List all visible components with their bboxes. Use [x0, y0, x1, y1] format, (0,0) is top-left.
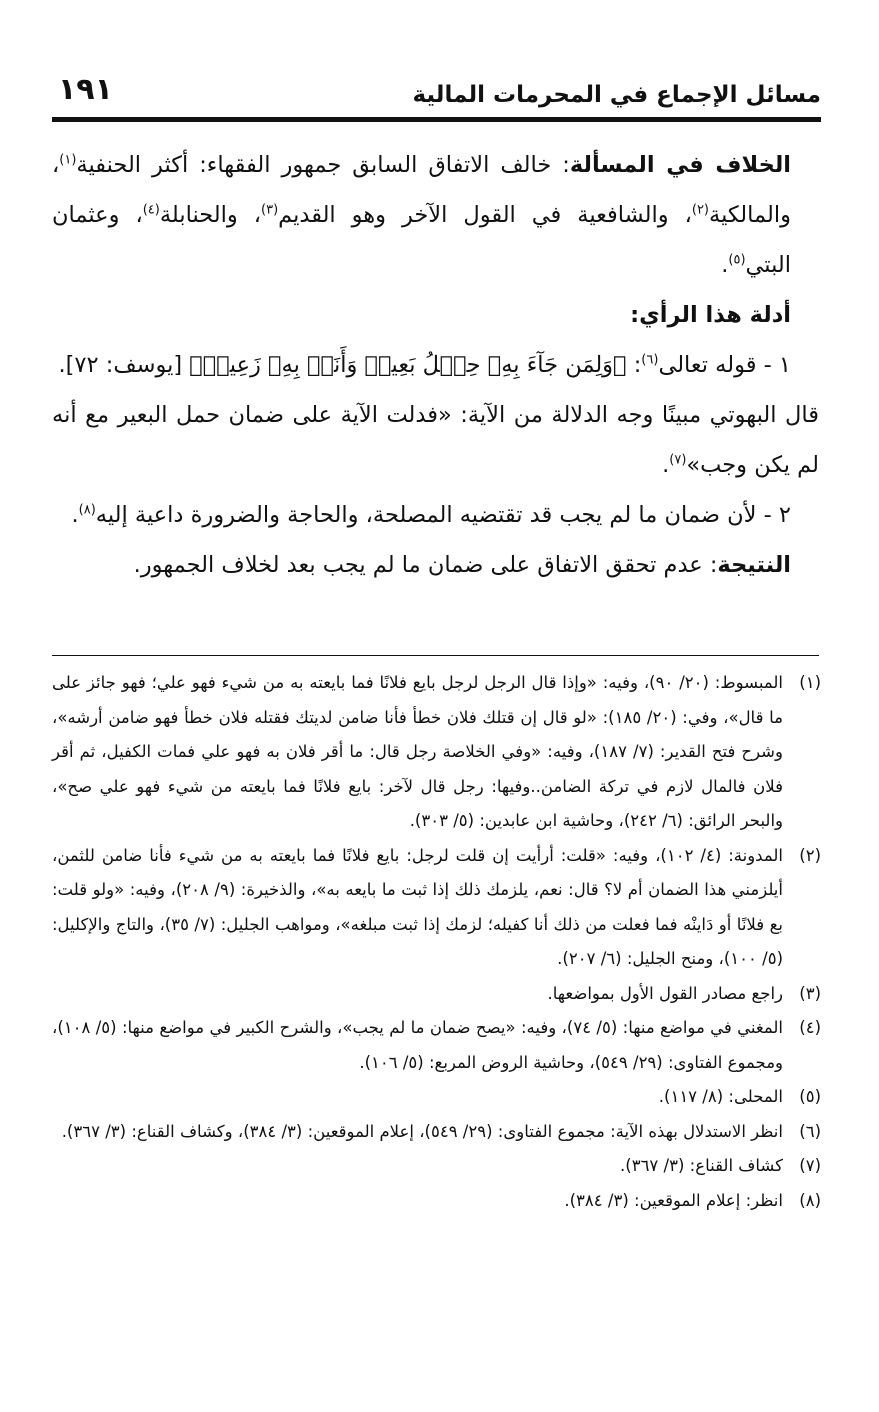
text-run: : خالف الاتفاق السابق جمهور الفقهاء: أكثر الحنفية — [76, 152, 570, 178]
footnote-item — [52, 1115, 821, 1150]
verse-citation: [يوسف: ٧٢]. — [58, 352, 190, 378]
result-label: النتيجة — [717, 552, 791, 578]
footnote-number: (٦) — [799, 1121, 821, 1141]
evidence-1 — [52, 340, 819, 390]
text-run: : عدم تحقق الاتفاق على ضمان ما لم يجب بعد لخلاف الجمهور. — [133, 552, 718, 578]
footnote-number: (٤) — [799, 1018, 821, 1037]
footnotes — [52, 666, 821, 1218]
footnote-number: (٢) — [799, 845, 821, 865]
footnote-item — [52, 1080, 821, 1115]
footnote-number: (٨) — [799, 1190, 821, 1210]
evidence-heading: أدلة هذا الرأي: — [630, 302, 791, 328]
footnote-ref[interactable]: (٨) — [78, 502, 96, 518]
header-rule — [52, 117, 821, 122]
footnote-item — [52, 977, 821, 1012]
text-run: . — [662, 452, 670, 478]
text-run: ، والحنابلة — [159, 202, 261, 228]
footnote-number: (٣) — [799, 983, 821, 1003]
text-run: . — [71, 502, 79, 528]
main-text — [52, 140, 819, 590]
footnote-ref[interactable]: (٢) — [691, 202, 709, 218]
page-number: ١٩١ — [58, 72, 113, 107]
footnote-ref[interactable]: (١) — [59, 152, 77, 168]
evidence-1-explanation — [52, 390, 819, 490]
footnote-text: راجع مصادر القول الأول بمواضعها. — [547, 983, 783, 1003]
text-run: : — [626, 352, 642, 378]
footnote-text: المدونة: (٤/ ١٠٢)، وفيه: «قلت: أرأيت إن قلت لرجل: بايع فلانًا فما بايعته به من شيء فأنا ضامن للثمن، أيلزمني هذا الضمان أم لا؟ قال: نعم، يلزمك ذلك إذا ثبت ما بايعه به»، والذخيرة: (٩/ ٢٠٨)، وفيه: «ولو قلت: بع فلانًا أو دَاينْه فما فعلت من ذلك أنا كفيله؛ لزمك إذا ثبت مبلغه»، ومواهب الجليل: (٧/ ٣٥)، والتاج والإكليل: (٥/ ١٠٠)، ومنح الجليل: (٦/ ٢٠٧). — [52, 845, 783, 968]
footnote-number: (٥) — [799, 1087, 821, 1106]
footnote-item — [52, 839, 821, 977]
footnote-ref[interactable]: (٧) — [669, 452, 687, 468]
footnote-text: المحلى: (٨/ ١١٧). — [658, 1087, 783, 1106]
footnote-text: كشاف القناع: (٣/ ٣٦٧). — [620, 1156, 783, 1175]
footnote-text: انظر: إعلام الموقعين: (٣/ ٣٨٤). — [564, 1190, 783, 1210]
running-title: مسائل الإجماع في المحرمات المالية — [412, 82, 821, 108]
footnote-ref[interactable]: (٥) — [728, 252, 746, 268]
footnote-text: انظر الاستدلال بهذه الآية: مجموع الفتاوى: (٢٩/ ٥٤٩)، إعلام الموقعين: (٣/ ٣٨٤)، وكشاف القناع: (٣/ ٣٦٧). — [61, 1121, 783, 1141]
text-run: ، والشافعية في القول الآخر وهو القديم — [278, 202, 692, 228]
disagreement-paragraph — [52, 140, 819, 290]
footnote-ref[interactable]: (٣) — [261, 202, 279, 218]
footnote-item — [52, 1149, 821, 1184]
running-header — [52, 58, 821, 120]
footnote-item — [52, 1184, 821, 1219]
quran-verse: ﴿وَلِمَن جَآءَ بِهِۦ حِمۡلُ بَعِيرٖ وَأَنَا۠ بِهِۦ زَعِيمٞ﴾ — [189, 352, 627, 378]
footnote-number: (١) — [799, 673, 821, 692]
text-run: . — [721, 252, 729, 278]
text-run: ١ - قوله تعالى — [658, 352, 791, 378]
disagreement-label: الخلاف في المسألة — [569, 152, 791, 178]
text-run: قال البهوتي مبينًا وجه الدلالة من الآية: «فدلت الآية على ضمان حمل البعير مع أنه لم يكن وجب» — [52, 402, 819, 478]
footnote-item — [52, 1011, 821, 1080]
text-run: ٢ - لأن ضمان ما لم يجب قد تقتضيه المصلحة، والحاجة والضرورة داعية إليه — [95, 502, 791, 528]
footnote-ref[interactable]: (٤) — [142, 202, 160, 218]
footnote-ref[interactable]: (٦) — [641, 352, 659, 368]
text-run: ، والمالكية — [52, 152, 791, 228]
footnote-text: المبسوط: (٢٠/ ٩٠)، وفيه: «وإذا قال الرجل لرجل بايع فلانًا فما بايعته به من شيء فهو علي؛ فهو جائز على ما قال»، وفي: (٢٠/ ١٨٥): «لو قال إن قتلك فلان خطأ فأنا ضامن لديتك فقتله فلان خطأ فهو ضامن أرشه»، وشرح فتح القدير: (٧/ ١٨٧)، وفيه: «وفي الخلاصة رجل قال: ما أقر فلان به فهو علي فمات الكفيل، ثم أقر فلان فالمال لازم في تركة الضامن..وفيها: رجل قال لآخر: بايع فلانًا فما بايعته من شيء فهو علي صح»، والبحر الرائق: (٦/ ٢٤٢)، وحاشية ابن عابدين: (٥/ ٣٠٣). — [52, 673, 784, 830]
text-run: ، وعثمان البتي — [52, 202, 791, 278]
evidence-2 — [52, 490, 819, 540]
footnote-divider — [52, 655, 819, 656]
result-paragraph — [52, 540, 819, 590]
footnote-item — [52, 666, 821, 839]
footnote-number: (٧) — [799, 1156, 821, 1175]
footnote-text: المغني في مواضع منها: (٥/ ٧٤)، وفيه: «يصح ضمان ما لم يجب»، والشرح الكبير في مواضع منها: (٥/ ١٠٨)، ومجموع الفتاوى: (٢٩/ ٥٤٩)، وحاشية الروض المربع: (٥/ ١٠٦). — [52, 1018, 784, 1072]
